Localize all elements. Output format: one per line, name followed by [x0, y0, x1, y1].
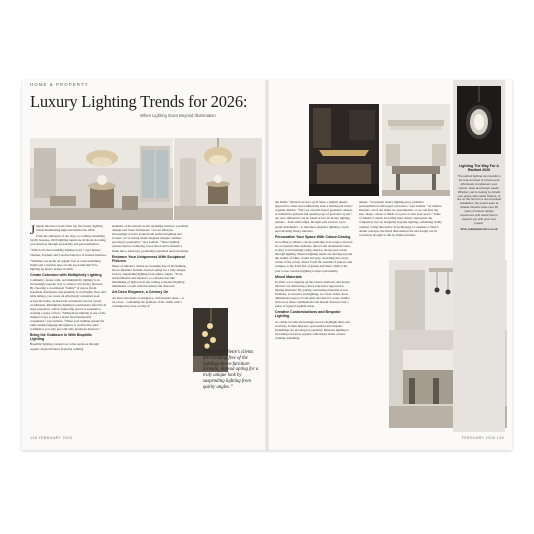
right-page	[267, 80, 512, 450]
paragraph: Many of Juliette’s clients are breaking free of the lighting-above-furniture formula, instead opting for a truly unique look by suspending lighting from quirky angles. “Form environmental and shadows, to a masterclass like minimising of light across the ceiling, sculptural lighting illuminates a room with movement and character.	[112, 263, 187, 289]
paragraph: “Whether you prefer an organic feel or want something bright and colourful, here are the top trends that’ll be lighting up luxury homes in 2026.	[30, 258, 101, 271]
subheading: Mixed Materials	[275, 274, 302, 279]
subheading: Bring the Outdoors In With Biophilic Lighting	[30, 333, 93, 342]
subheading: Art Deco Elegance, a Century On	[112, 290, 169, 295]
art-deco-room-image	[309, 104, 379, 196]
paragraph: unique. “A bespoke luxury lighting piece promises personalisation with expert execution,” says Juliette. “At Juliette Interiors, all of our items are customisable, so we can alter the size, shape, colour or finish of a piece to suit your space.” Some of Juliette’s clients are letting their artistic expression run completely free by designing bespoke lighting, something totally original. Using innovative 3d technology to visualise a client’s dream concepts, the listed then ensures the end design can be accurately brought to life by skilled artisans.	[359, 200, 442, 237]
hero-chandelier-image	[174, 138, 262, 220]
subheading: Create Cohesion with Multiplicity Lighting	[30, 272, 102, 277]
sidebar-body	[457, 175, 501, 232]
paragraph: Continuity creates calm, and multiplicity lighting is an increasingly popular way to achieve it in luxury interiors. By choosing a coordinated “family” of pieces (from statement chandeliers and pendants to wall lights, floor and table lamps), you create an effortlessly consistent look across the home, stylised and considered, but not overly coordinated. Multiplicity lighting is particularly effective in large properties, where connecting spaces is essential to creating a sense of flow. “Multiplicity lighting is one of the simplest ways to make a home feel intentionally considered,” says Juliette. “When your lighting speaks the same design language throughout, it creates that quiet confidence you only get with truly luxurious interiors.”	[30, 278, 107, 332]
page-number-right: FEBRUARY 2026 139	[461, 436, 504, 440]
left-page	[22, 80, 267, 450]
drop-cap: J	[30, 222, 36, 237]
promo-sidebar	[453, 80, 505, 432]
linear-chandelier-image	[382, 104, 450, 196]
magazine-spread	[22, 80, 512, 450]
subheading: Personalise Your Space With Colour-Dosing	[275, 234, 351, 239]
subheading: Embrace Your Uniqueness With Sculptural Fixtures	[112, 254, 185, 263]
paragraph: From the ambience of our days, to crafting something totally bespoke, 2026 lighting trends are all about elevating your interiors through personality and personalisation.	[30, 234, 106, 247]
paragraph: According to Juliette, colour-scattering is no longer reserved for accessories like cushions, throws and ornamental vases, as they’re increasingly being asked to incorporate colour through lighting. Modern lighting trends are moving beyond the realms of white, cream and grey, stretching into every corner of the colour wheel. From the warmth of yellows and oranges, to the fresh feel of greens and blues, 2026 is the year to use coloured lighting to inject personality.	[275, 239, 353, 273]
paragraph: the 2020s. “Modern art deco style takes a slightly quieter approach to what was traditionally been a flamboyant trend,” explains Juliette. “The you can still expect geometric shapes, accumulative patterns and opulent pops of gold and crystal.” Art deco influences can be found across all luxury lighting options – from table lamps, through wall sconces, up to grand chandeliers – to introduce elegance lighting a room and elevating luxury interiors.	[275, 200, 353, 233]
sidebar-paragraph: The perfect lighting can transform the look and feel of a home and effortlessly complement your interior, taste and design needs. Whether you’re looking to refresh your space with subtle fixtures, or are on the hunt for a one-of-a-kind installation, the expert team at Juliette Interiors have over 30 years of interior design experience and would love to support you with your next project.	[457, 174, 501, 225]
subheadline: When Lighting Goes Beyond Illumination	[140, 113, 216, 118]
pullquote-text: “Many of Juliette’s clients are breaking free of the lighting-above-furniture formula, instead opting for a truly unique look by suspending lighting from quirky angles.”	[203, 350, 259, 390]
paragraph: “2026 is all about utilising lighting as art,” says Juliette Thomas, Founder and Creative Director of Juliette Interiors.	[30, 248, 107, 257]
website-link[interactable]: Visit: julietteinteriors.co.uk	[460, 226, 498, 231]
hero-foyer-image	[30, 138, 173, 220]
page-number-left: 138 FEBRUARY 2026	[30, 436, 73, 440]
paragraph: In 2026, we’re dipping up the texture rulebook, and luxury interiors are embracing a more expressive approach to mixing materials. By pairing contrasting materials across furniture, accessories and lighting, we create richer, more dimensional spaces. From glass and metal to stone, leather and wood, these combinations add instant character and a sense of layered sophistication.	[275, 279, 350, 309]
paragraph: Art Deco has made a resurgence, with modern takes – or two does – combining the glamour of the 1920s with a contemporary nose worthy of	[112, 295, 185, 308]
pendant-light-image	[457, 86, 501, 154]
sidebar-title: Lighting The Way For A Radiant 2026	[458, 164, 500, 173]
left-column-1	[30, 224, 107, 353]
intro-paragraph: uliette Interiors reveals their top five luxury lighting trends illuminating high-end homes into 2026.	[36, 224, 103, 233]
left-column-2	[112, 224, 189, 310]
subheading: Creative Customisations and Bespoke Lighting	[275, 310, 341, 319]
right-column-2	[359, 200, 443, 239]
paragraph: As clients become increasingly keen to highlight their own creativity in their interiors, personalised and bespoke furnishings are growing in popularity. Bespoke lighting is becoming ever more popular with luxury home owners wanting something	[275, 319, 351, 340]
pullquote-box	[193, 308, 263, 420]
paragraph: Biophilic lighting connects us to the outdoors through organic-shaped fixtures featuring calming	[30, 342, 99, 351]
spine-gutter	[265, 80, 269, 450]
paragraph: elements of the natural world, including wisteria, woodland designs and cloud formations. “As our lifestyles increasingly revolve around both artificial lighting and screens, we’re seeing nature-inspired designs continue growing in popularity,” says Juliette. “These lighting options nurture wellbeing, boost mood and transform a home into a sanctuary, promoting relaxation and restoration.	[112, 224, 189, 253]
right-column-1	[275, 200, 353, 342]
section-label: HOME & PROPERTY	[30, 82, 89, 87]
headline: Luxury Lighting Trends for 2026:	[30, 92, 248, 111]
